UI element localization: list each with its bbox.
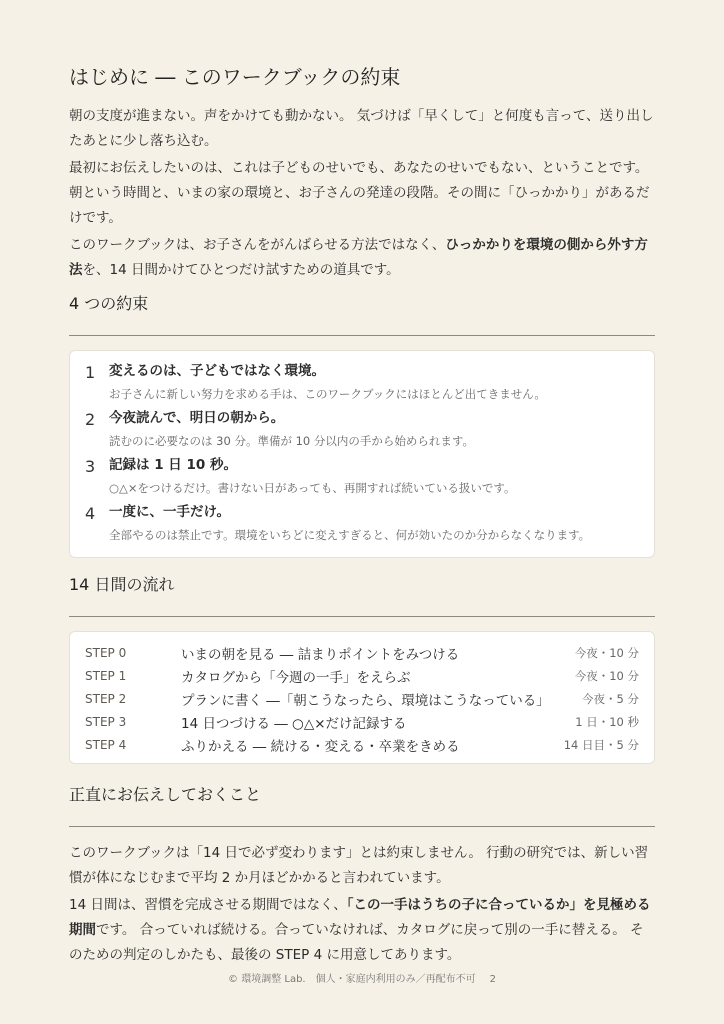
step-row [85, 664, 639, 687]
step-title: いまの朝を見る ― 詰まりポイントをみつける [181, 646, 460, 663]
intro-paragraph-3 [69, 233, 655, 283]
intro-paragraph-1 [69, 104, 655, 154]
steps-card [69, 631, 655, 764]
promise-number: 1 [85, 363, 96, 382]
promise-title: 変えるのは、子どもではなく環境。 [109, 363, 325, 379]
step-title: プランに書く ―「朝こうなったら、環境はこうなっている」 [181, 692, 550, 709]
page-title: はじめに ― このワークブックの約束 [69, 65, 401, 89]
honest-heading: 正直にお伝えしておくこと [69, 785, 262, 804]
text-run: 朝の支度が進まない。声をかけても動かない。 気づけば「早くして」と何度も言って、送り出したあとに少し落ち込む。 [69, 108, 654, 149]
step-title: カタログから「今週の一手」をえらぶ [181, 669, 411, 686]
page-number: 2 [489, 974, 496, 985]
step-title: ふりかえる ― 続ける・変える・卒業をきめる [181, 738, 460, 755]
step-time: 今夜・10 分 [574, 645, 639, 660]
promise-item [85, 454, 639, 500]
step-label: STEP 3 [85, 714, 127, 729]
text-run: このワークブックは「14 日で必ず変わります」とは約束しません。 行動の研究では、新しい習慣が体になじむまで平均 2 か月ほどかかると言われています。 [69, 845, 649, 886]
promises-heading: 4 つの約束 [69, 294, 149, 313]
step-time: 今夜・10 分 [574, 668, 639, 683]
intro-section [69, 104, 655, 283]
step-row [85, 733, 639, 756]
intro-paragraph-2 [69, 156, 655, 231]
text-run: です。 合っていれば続ける。合っていなければ、カタログに戻って別の一手に替える。 そのための判定のしかたも、最後の STEP 4 に用意してあります。 [69, 922, 644, 963]
step-time: 1 日・10 秒 [575, 714, 639, 729]
promise-desc: ○△×をつけるだけ。書けない日があっても、再開すれば続いている扱いです。 [109, 481, 516, 495]
emphasis-text: 「この一手はうちの子に合っているか」を見極める期間 [69, 897, 651, 938]
honest-paragraph-2 [69, 893, 655, 968]
promise-desc: お子さんに新しい努力を求める手は、このワークブックにはほとんど出てきません。 [109, 387, 546, 401]
step-row [85, 687, 639, 710]
step-title: 14 日つづける ― ○△×だけ記録する [181, 715, 407, 732]
text-run: 14 日間は、習慣を完成させる期間ではなく、 [69, 897, 347, 913]
emphasis-text: ひっかかりを環境の側から外す方法 [69, 237, 648, 278]
promises-card [69, 350, 655, 558]
step-row [85, 641, 639, 664]
promise-number: 2 [85, 410, 96, 429]
step-row [85, 710, 639, 733]
promise-title: 記録は 1 日 10 秒。 [109, 457, 237, 473]
step-label: STEP 0 [85, 645, 127, 660]
promise-number: 3 [85, 457, 96, 476]
promise-item [85, 407, 639, 453]
step-time: 今夜・5 分 [582, 691, 639, 706]
divider [69, 335, 655, 336]
divider [69, 826, 655, 827]
honest-paragraph-1 [69, 841, 655, 891]
promise-desc: 読むのに必要なのは 30 分。準備が 10 分以内の手から始められます。 [109, 434, 474, 448]
promise-title: 一度に、一手だけ。 [109, 504, 230, 520]
step-label: STEP 4 [85, 737, 127, 752]
text-run: このワークブックは、お子さんをがんばらせる方法ではなく、 [69, 237, 446, 253]
promise-title: 今夜読んで、明日の朝から。 [109, 410, 285, 426]
promise-item [85, 501, 639, 547]
promise-number: 4 [85, 504, 96, 523]
promise-item [85, 360, 639, 406]
copyright-text: © 環境調整 Lab. 個人・家庭内利用のみ／再配布不可 [228, 974, 476, 985]
honest-section [69, 841, 655, 968]
promise-desc: 全部やるのは禁止です。環境をいちどに変えすぎると、何が効いたのか分からなくなります。 [109, 528, 591, 542]
text-run: 最初にお伝えしたいのは、これは子どものせいでも、あなたのせいでもない、ということです。 朝という時間と、いまの家の環境と、お子さんの発達の段階。その間に「ひっかかり」があるだけです。 [69, 160, 650, 226]
step-label: STEP 1 [85, 668, 127, 683]
footer [0, 970, 724, 985]
flow-heading: 14 日間の流れ [69, 575, 175, 594]
step-label: STEP 2 [85, 691, 127, 706]
step-time: 14 日目・5 分 [563, 737, 639, 752]
divider [69, 616, 655, 617]
text-run: を、14 日間かけてひとつだけ試すための道具です。 [82, 262, 400, 278]
